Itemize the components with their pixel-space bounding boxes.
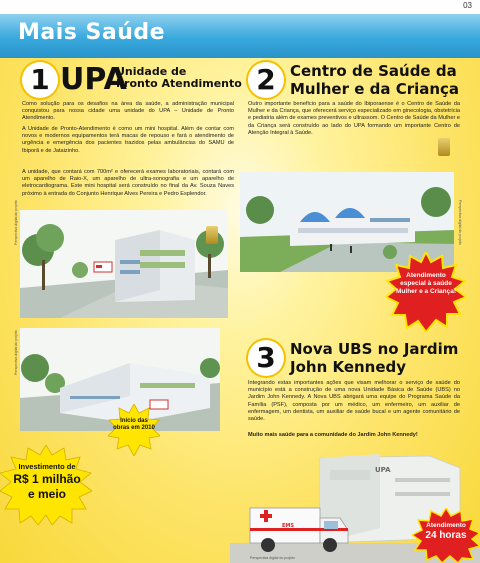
atendimento-line-1: Atendimento	[426, 522, 466, 529]
ubs-paragraph-1: Integrando estas importantes ações que visam melhorar o serviço de saúde do município está a construção de uma nova Unidade Básica de Saúde (UBS) no Jardim John Kennedy. A Nova UBS abrigará uma equipe do Programa Saúde da Família (PSF), composta por um médico, um enfermeiro, um auxiliar de enfermagem, um dentista, um auxiliar de saúde bucal e um agente comunitário de saúde.	[248, 380, 460, 423]
investimento-line-1: Investimento de	[18, 462, 76, 471]
centro-burst-text: Atendimento especial à saúde Mulher e a Criança!	[396, 272, 456, 295]
upa-paragraph-2: A Unidade de Pronto-Atendimento é como um mini hospital. Além de contar com novos e modernos equipamentos terá macas de repouso e fará o atendimento de urgência e emergência dos pacientes trazidos pelas ambulâncias do SAMU de Ibiporã e de Jataizinho.	[22, 126, 234, 154]
section-number-1: 1	[22, 62, 58, 98]
upa-subtitle-1: Unidade de	[116, 65, 187, 78]
ambulance-label: EMS	[282, 523, 294, 529]
upa-credit: Perspectiva digital do projeto	[14, 200, 18, 245]
centro-credit: Perspectiva digital do projeto	[458, 200, 462, 245]
top-strip	[0, 0, 480, 14]
investimento-line-2: R$ 1 milhão	[13, 472, 81, 486]
upa-acronym: UPA	[60, 62, 127, 97]
section-title: Mais Saúde	[18, 20, 166, 45]
section-number-2: 2	[248, 62, 284, 98]
section-number-3: 3	[248, 340, 284, 376]
ubs-title-2: John Kennedy	[290, 358, 407, 376]
centro-title-2: Mulher e da Criança	[290, 80, 460, 98]
atendimento-line-2: 24 horas	[425, 530, 467, 541]
ubs-title-1: Nova UBS no Jardim	[290, 340, 459, 358]
upa-credit-2: Perspectiva digital do projeto	[14, 330, 18, 375]
ubs-building-sign: UPA	[375, 466, 391, 474]
ubs-credit: Perspectiva digital do projeto	[250, 556, 295, 560]
investimento-line-3: e meio	[27, 487, 66, 501]
centro-paragraph-1: Outro importante benefício para a saúde do Ibiporaense é o Centro de Saúde da Mulher e da Criança, que oferecerá serviço especializado em ginecologia, obstetrícia e pediatria além de exames preventivos e ultrassom. O Centro de Saúde da Mulher e da Criança será construído ao lado do UPA formando um importante Centro de Atenção Integral à Saúde.	[248, 101, 460, 136]
ibipora-badge-1	[206, 226, 218, 244]
centro-title-1: Centro de Saúde da	[290, 62, 457, 80]
upa-paragraph-1: Como solução para os desafios na área da saúde, a administração municipal conquistou para nossa cidade uma unidade do UPA – Unidade de Pronto Atendimento.	[22, 101, 234, 122]
page-number: 03	[463, 1, 472, 10]
upa-subtitle-2: Pronto Atendimento	[116, 77, 242, 90]
upa-illustration-top	[20, 210, 228, 318]
upa-paragraph-3: A unidade, que contará com 700m² e oferecerá exames laboratoriais, contará com um aparelho de Raio-X, um aparelho de ultra-sonografia e um aparelho de eletrocardiograma. Este mini hospital será construído no final da Av. Souza Naves próximo à entrada do Conjunto Henrique Alves Pereira e Pedro Esplendor.	[22, 169, 234, 197]
obras-burst-text: Início das obras em 2010	[113, 418, 155, 431]
ibipora-badge-2	[438, 138, 450, 156]
ubs-paragraph-2: Muito mais saúde para a comunidade do Jardim John Kennedy!	[248, 432, 418, 438]
